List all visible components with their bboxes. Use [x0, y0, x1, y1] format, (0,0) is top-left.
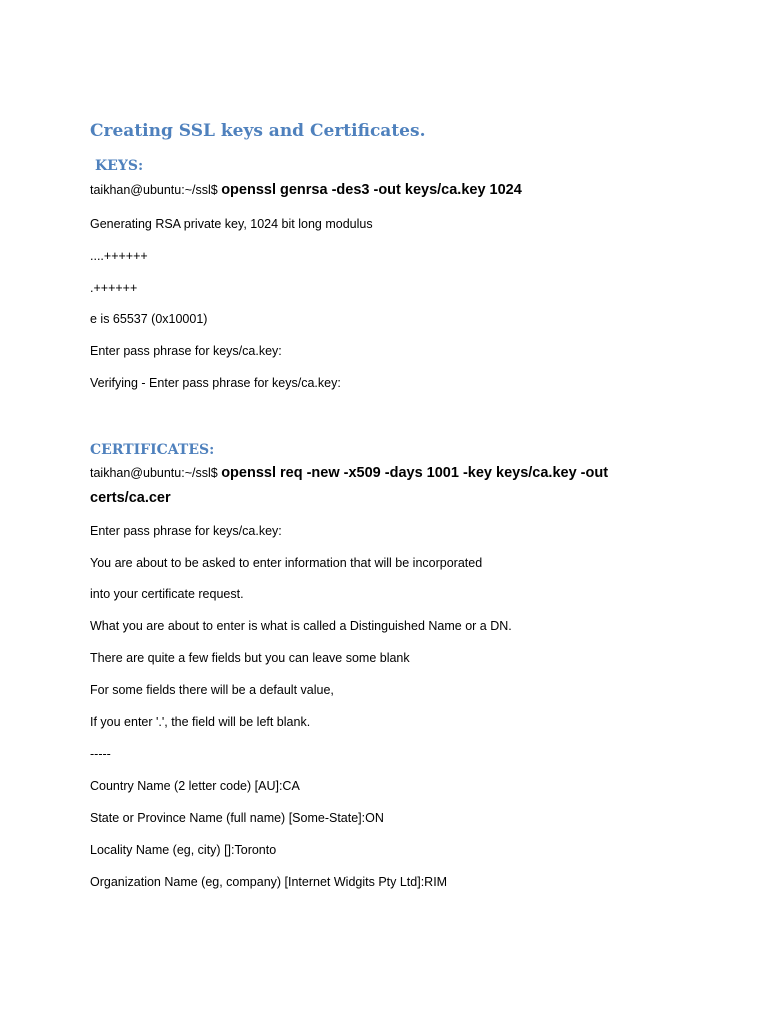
- keys-output-line: Verifying - Enter pass phrase for keys/ca.key:: [90, 376, 341, 390]
- certificates-command-line: [90, 463, 608, 483]
- keys-output-line: Enter pass phrase for keys/ca.key:: [90, 344, 282, 358]
- keys-command: openssl genrsa -des3 -out keys/ca.key 1024: [221, 182, 522, 198]
- certificates-output-line: You are about to be asked to enter information that will be incorporated: [90, 556, 483, 570]
- certificates-command-cont: certs/ca.cer: [90, 490, 171, 506]
- certificates-output-line: Enter pass phrase for keys/ca.key:: [90, 524, 282, 538]
- certificates-output-line: State or Province Name (full name) [Some-State]:ON: [90, 811, 384, 825]
- certificates-command-continuation: [90, 488, 171, 508]
- separator-line: -----: [90, 747, 111, 761]
- certificates-output-line: There are quite a few fields but you can leave some blank: [90, 651, 410, 665]
- certificates-command: openssl req -new -x509 -days 1001 -key keys/ca.key -out: [221, 465, 609, 481]
- certificates-output-line: Organization Name (eg, company) [Internet Widgits Pty Ltd]:RIM: [90, 875, 448, 889]
- certificates-output-line: Country Name (2 letter code) [AU]:CA: [90, 779, 300, 793]
- keys-output-line: e is 65537 (0x10001): [90, 312, 208, 326]
- certificates-heading: CERTIFICATES:: [90, 442, 215, 458]
- certificates-output-line: If you enter '.', the field will be left blank.: [90, 715, 311, 729]
- keys-output-line: .++++++: [90, 281, 138, 295]
- keys-command-line: [90, 180, 522, 200]
- certificates-output-line: What you are about to enter is what is called a Distinguished Name or a DN.: [90, 619, 512, 633]
- keys-output-line: ....++++++: [90, 249, 148, 263]
- page-title: Creating SSL keys and Certificates.: [90, 121, 426, 141]
- keys-output-line: Generating RSA private key, 1024 bit long modulus: [90, 217, 373, 231]
- shell-prompt: taikhan@ubuntu:~/ssl$: [90, 183, 222, 197]
- certificates-output-line: into your certificate request.: [90, 587, 244, 601]
- certificates-output-line: For some fields there will be a default value,: [90, 683, 334, 697]
- keys-heading: KEYS:: [95, 158, 144, 174]
- certificates-output-line: Locality Name (eg, city) []:Toronto: [90, 843, 277, 857]
- shell-prompt: taikhan@ubuntu:~/ssl$: [90, 466, 222, 480]
